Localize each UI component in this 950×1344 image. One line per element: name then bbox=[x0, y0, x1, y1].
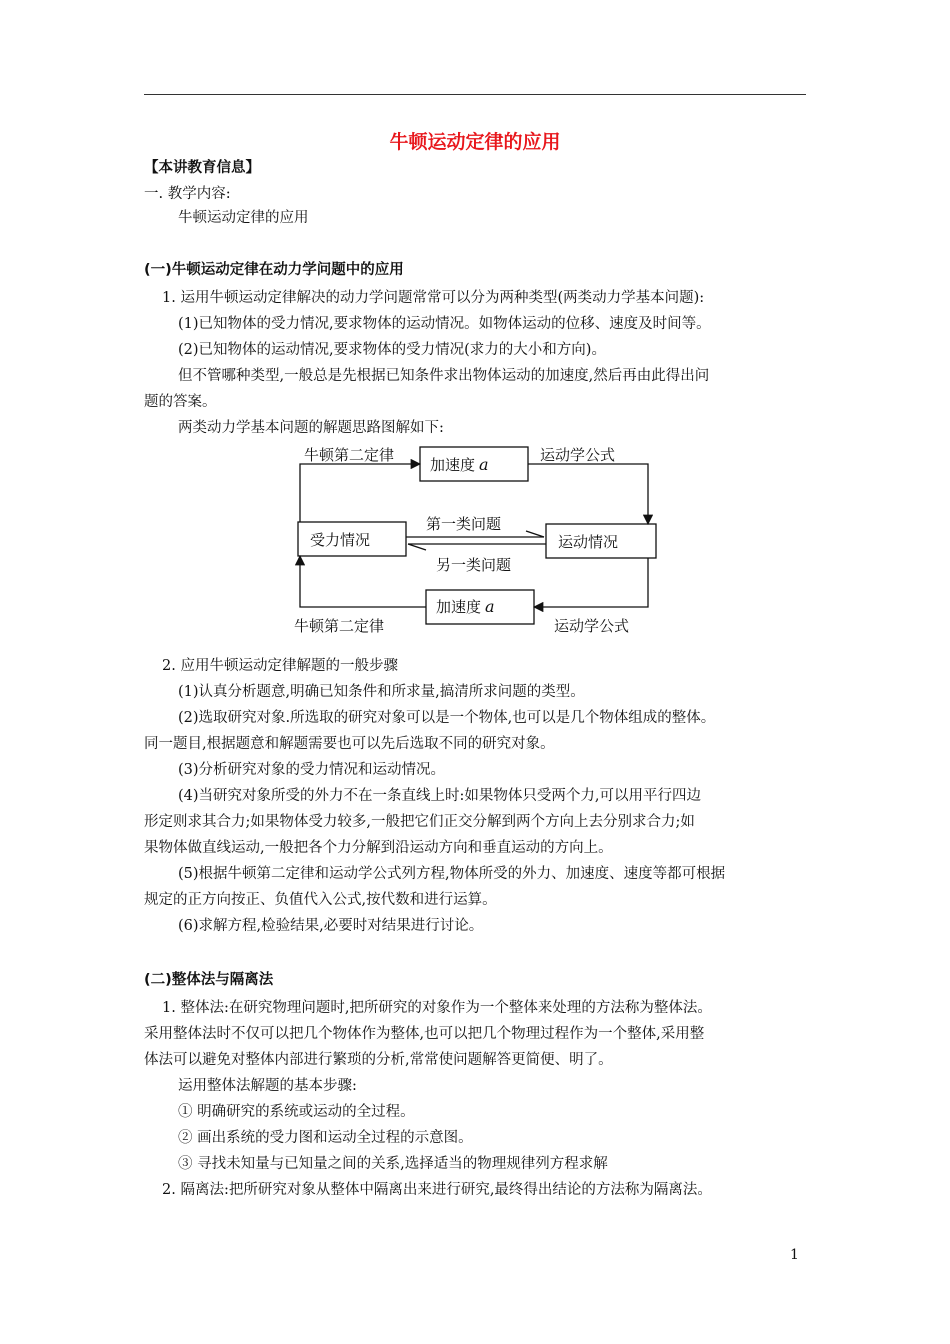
diagram-intro: 两类动力学基本问题的解题思路图解如下: bbox=[178, 420, 444, 436]
label-accel-bottom: 加速度 a bbox=[436, 597, 495, 616]
label-type2: 另一类问题 bbox=[436, 556, 512, 574]
page-title: 牛顿运动定律的应用 bbox=[389, 131, 561, 153]
label-motion-state: 运动情况 bbox=[558, 533, 619, 551]
header-rule bbox=[144, 94, 806, 95]
label-accel-top: 加速度 a bbox=[430, 455, 489, 474]
label-force-state: 受力情况 bbox=[310, 531, 371, 549]
part1-item1: 1. 运用牛顿运动定律解决的动力学问题常常可以分为两种类型(两类动力学基本问题): bbox=[162, 290, 705, 306]
page-number: 1 bbox=[790, 1247, 799, 1263]
part1-heading: (一)牛顿运动定律在动力学问题中的应用 bbox=[144, 262, 404, 278]
part2-item2: 2. 隔离法:把所研究对象从整体中隔离出来进行研究,最终得出结论的方法称为隔离法。 bbox=[162, 1182, 712, 1198]
teaching-heading: 一. 教学内容: bbox=[144, 186, 231, 202]
part1-para-line2: 题的答案。 bbox=[144, 394, 217, 410]
whole-step-2: ② 画出系统的受力图和运动全过程的示意图。 bbox=[178, 1130, 473, 1146]
arrow-force-to-accel bbox=[300, 464, 420, 522]
label-type1: 第一类问题 bbox=[426, 515, 502, 533]
part1-item2: 2. 应用牛顿运动定律解题的一般步骤 bbox=[162, 658, 398, 674]
arrow-motion-to-accel bbox=[534, 558, 648, 607]
step-3: (3)分析研究对象的受力情况和运动情况。 bbox=[178, 762, 446, 778]
arrow-accel-to-motion bbox=[528, 464, 648, 524]
part2-item1-line1: 1. 整体法:在研究物理问题时,把所研究的对象作为一个整体来处理的方法称为整体法。 bbox=[162, 1000, 712, 1016]
arrow-accel-to-force bbox=[300, 556, 426, 607]
teaching-content: 牛顿运动定律的应用 bbox=[178, 210, 309, 226]
dynamics-flow-diagram bbox=[290, 440, 670, 640]
part2-heading: (二)整体法与隔离法 bbox=[144, 972, 274, 988]
step-2-line1: (2)选取研究对象.所选取的研究对象可以是一个物体,也可以是几个物体组成的整体。 bbox=[178, 710, 716, 726]
whole-step-1: ① 明确研究的系统或运动的全过程。 bbox=[178, 1104, 415, 1120]
part2-item1-line2: 采用整体法时不仅可以把几个物体作为整体,也可以把几个物理过程作为一个整体,采用整 bbox=[144, 1026, 705, 1042]
label-newton-top: 牛顿第二定律 bbox=[304, 446, 395, 464]
part1-item1-sub2: (2)已知物体的运动情况,要求物体的受力情况(求力的大小和方向)。 bbox=[178, 342, 606, 358]
label-kinematics-bottom: 运动学公式 bbox=[554, 617, 630, 635]
label-newton-bottom: 牛顿第二定律 bbox=[294, 617, 385, 635]
step-4-line2: 形定则求其合力;如果物体受力较多,一般把它们正交分解到两个方向上去分别求合力;如 bbox=[144, 814, 695, 830]
whole-step-3: ③ 寻找未知量与已知量之间的关系,选择适当的物理规律列方程求解 bbox=[178, 1156, 608, 1172]
part1-item1-sub1: (1)已知物体的受力情况,要求物体的运动情况。如物体运动的位移、速度及时间等。 bbox=[178, 316, 711, 332]
step-4-line3: 果物体做直线运动,一般把各个力分解到沿运动方向和垂直运动的方向上。 bbox=[144, 840, 613, 856]
section-header: 【本讲教育信息】 bbox=[144, 160, 260, 176]
step-1: (1)认真分析题意,明确已知条件和所求量,搞清所求问题的类型。 bbox=[178, 684, 585, 700]
part2-item1-line3: 体法可以避免对整体内部进行繁琐的分析,常常使问题解答更简便、明了。 bbox=[144, 1052, 613, 1068]
step-5-line1: (5)根据牛顿第二定律和运动学公式列方程,物体所受的外力、加速度、速度等都可根据 bbox=[178, 866, 726, 882]
step-4-line1: (4)当研究对象所受的外力不在一条直线上时:如果物体只受两个力,可以用平行四边 bbox=[178, 788, 702, 804]
part1-para-line1: 但不管哪种类型,一般总是先根据已知条件求出物体运动的加速度,然后再由此得出问 bbox=[178, 368, 710, 384]
label-kinematics-top: 运动学公式 bbox=[540, 446, 616, 464]
step-2-line2: 同一题目,根据题意和解题需要也可以先后选取不同的研究对象。 bbox=[144, 736, 555, 752]
step-6: (6)求解方程,检验结果,必要时对结果进行讨论。 bbox=[178, 918, 484, 934]
step-5-line2: 规定的正方向按正、负值代入公式,按代数和进行运算。 bbox=[144, 892, 497, 908]
steps-intro: 运用整体法解题的基本步骤: bbox=[178, 1078, 357, 1094]
